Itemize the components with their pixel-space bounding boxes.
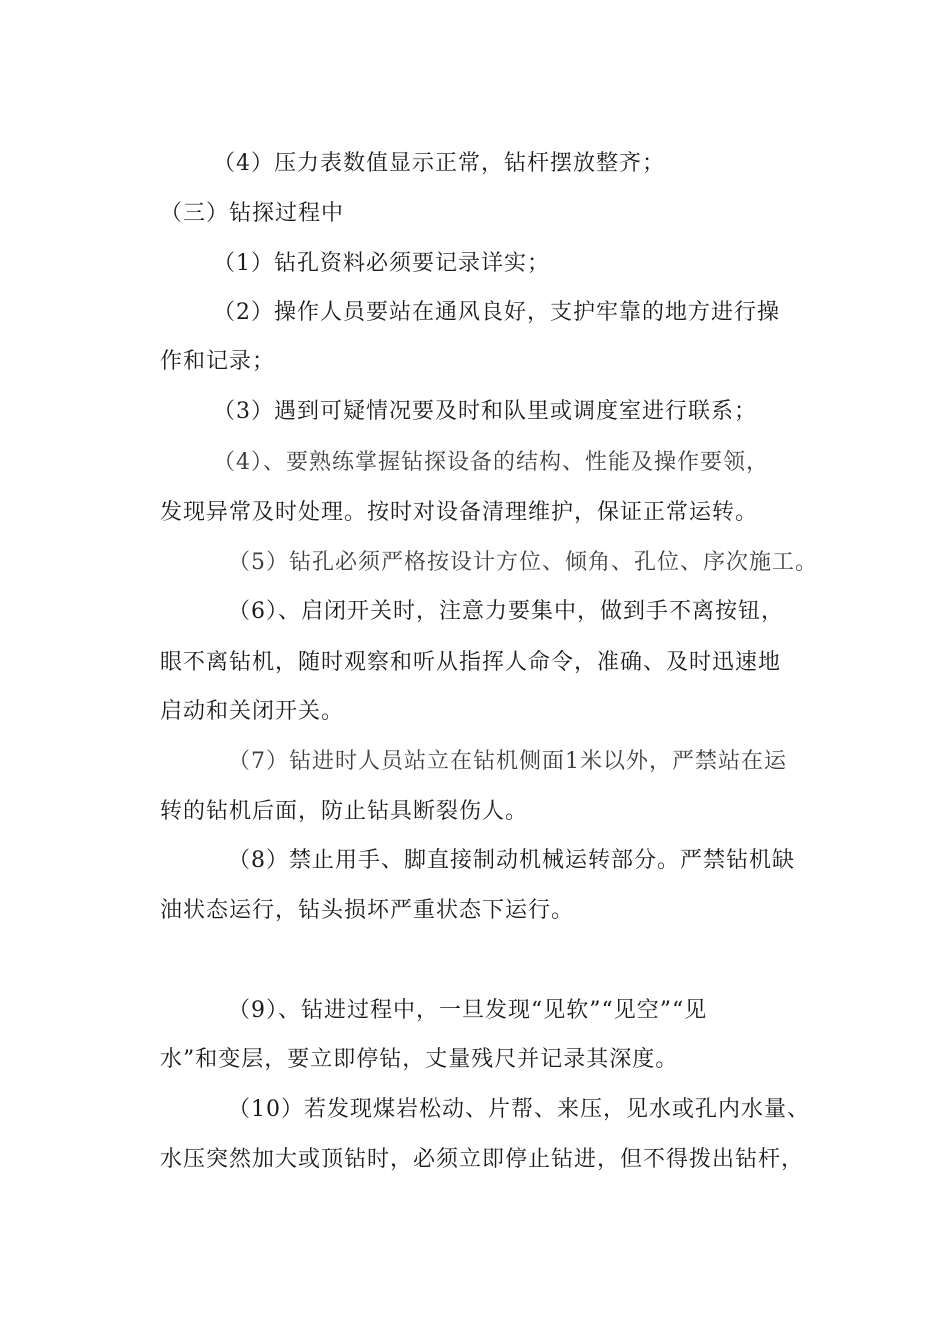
paragraph-line: （5）钻孔必须严格按设计方位、倾角、孔位、序次施工。 bbox=[228, 550, 818, 575]
paragraph-line: （3）遇到可疑情况要及时和队里或调度室进行联系； bbox=[213, 399, 757, 424]
paragraph-line: 眼不离钻机，随时观察和听从指挥人命令，准确、及时迅速地 bbox=[160, 650, 782, 675]
paragraph-line: （4）压力表数值显示正常，钻杆摆放整齐； bbox=[213, 151, 665, 176]
paragraph-line: 水压突然加大或顶钻时，必须立即停止钻进，但不得拨出钻杆， bbox=[160, 1147, 805, 1172]
paragraph-line: （6）、启闭开关时，注意力要集中，做到手不离按钮， bbox=[228, 599, 784, 624]
paragraph-line: （7）钻进时人员站立在钻机侧面1米以外，严禁站在运 bbox=[228, 749, 787, 774]
paragraph-line: （8）禁止用手、脚直接制动机械运转部分。严禁钻机缺 bbox=[228, 848, 795, 873]
section-heading: （三）钻探过程中 bbox=[160, 201, 345, 226]
paragraph-line: 水”和变层，要立即停钻，丈量残尺并记录其深度。 bbox=[160, 1047, 679, 1072]
paragraph-line: 作和记录； bbox=[160, 349, 276, 374]
paragraph-line: 转的钻机后面，防止钻具断裂伤人。 bbox=[160, 799, 529, 824]
paragraph-line: 发现异常及时处理。按时对设备清理维护，保证正常运转。 bbox=[160, 500, 759, 525]
paragraph-line: （10）若发现煤岩松动、片帮、来压，见水或孔内水量、 bbox=[228, 1097, 810, 1122]
paragraph-line: （2）操作人员要站在通风良好，支护牢靠的地方进行操 bbox=[213, 300, 780, 325]
paragraph-line: 启动和关闭开关。 bbox=[160, 699, 345, 724]
paragraph-line: 油状态运行，钻头损坏严重状态下运行。 bbox=[160, 898, 575, 923]
paragraph-line: （4）、要熟练掌握钻探设备的结构、性能及操作要领， bbox=[213, 450, 769, 475]
paragraph-line: （9）、钻进过程中，一旦发现“见软”“见空”“见 bbox=[228, 998, 708, 1023]
paragraph-line: （1）钻孔资料必须要记录详实； bbox=[213, 251, 550, 276]
